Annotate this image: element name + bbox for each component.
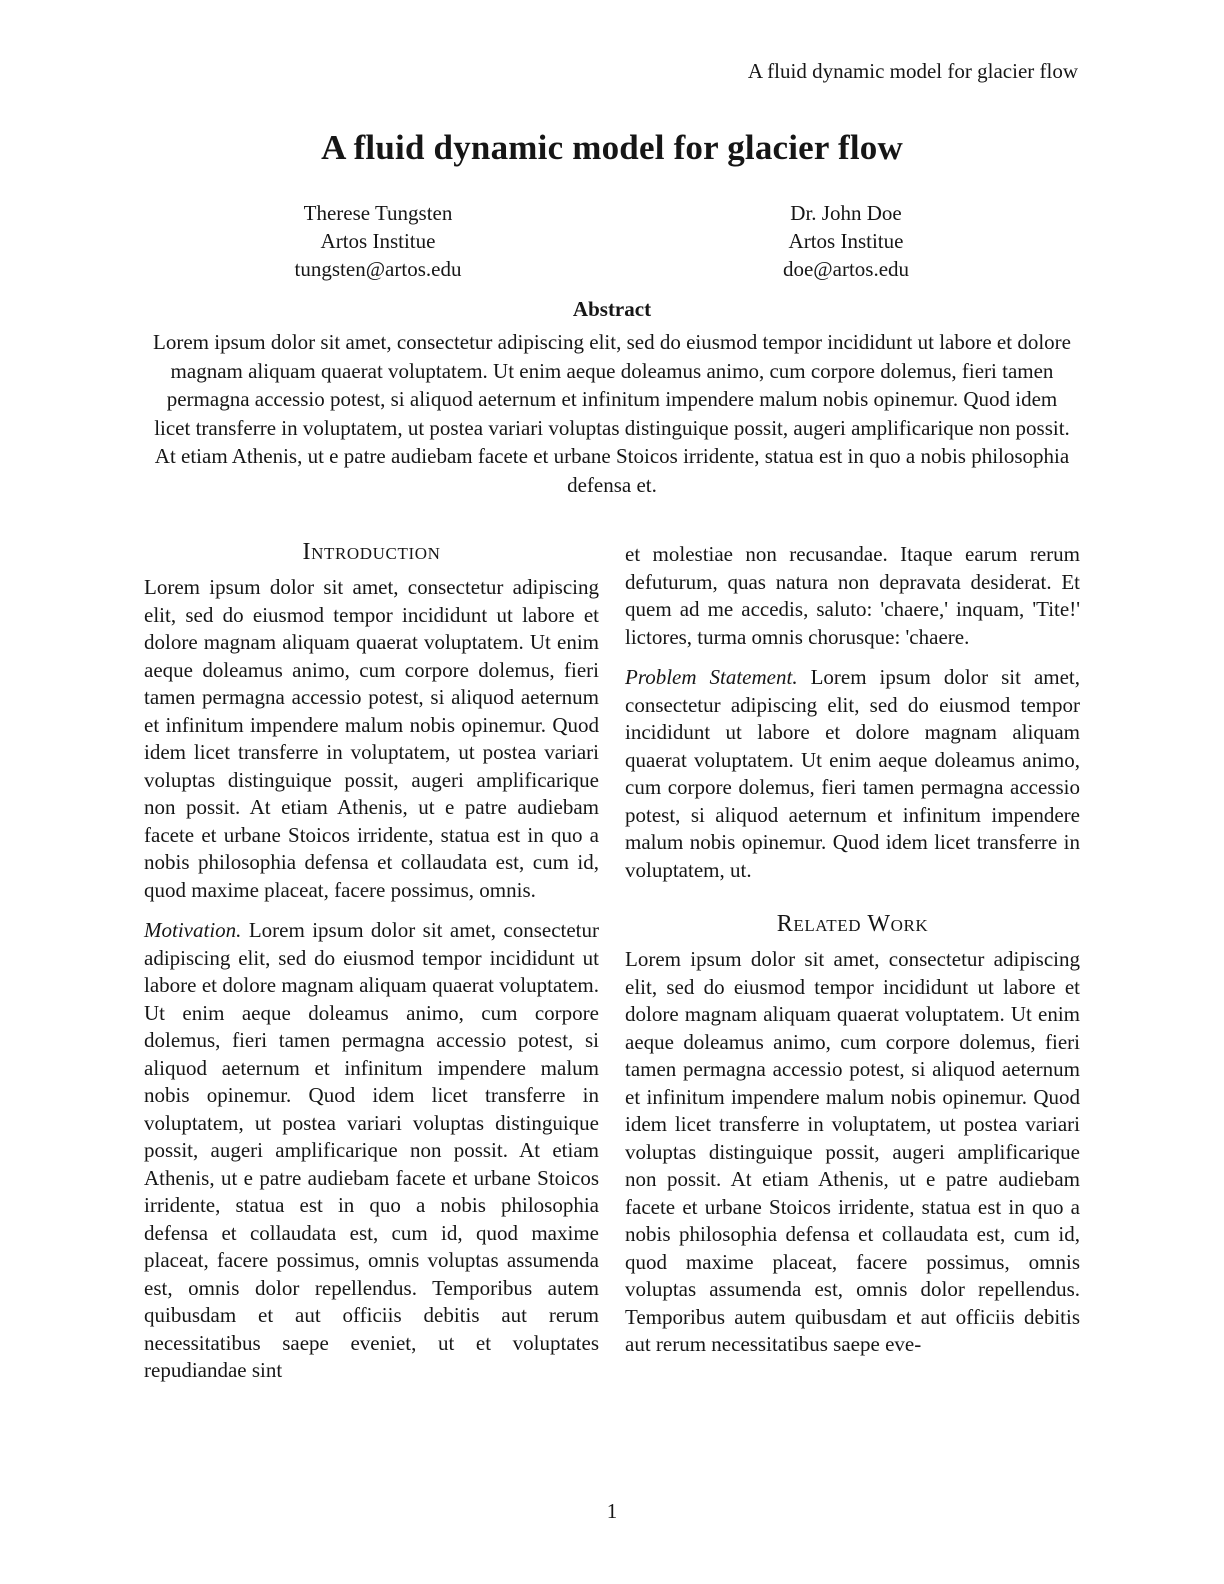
paper-title: A fluid dynamic model for glacier flow bbox=[321, 128, 903, 167]
introduction-continuation-paragraph: et molestiae non recusandae. Itaque earum rerum defuturum, quas natura non depravata desiderat. Et quem ad me accedis, saluto: 'chaere,' inquam, 'Tite!' lictores, turma omnis chorusque: 'chaere. bbox=[625, 542, 1080, 649]
motivation-run-in-label: Motivation. bbox=[144, 918, 242, 942]
author-1-affiliation: Artos Institue bbox=[320, 229, 436, 253]
left-column bbox=[144, 538, 599, 1385]
author-1-name: Therese Tungsten bbox=[303, 201, 453, 225]
problem-statement-paragraph-text: Lorem ipsum dolor sit amet, consectetur adipiscing elit, sed do eiusmod tempor incididunt ut labore et dolore magnam aliquam quaerat voluptatem. Ut enim aeque doleamus animo, cum corpore dolemus, fieri tamen permagna accessio potest, si aliquod aeternum et infinitum impendere malum nobis opinemur. Quod idem licet transferre in voluptatem, ut. bbox=[625, 665, 1081, 882]
related-work-paragraph: Lorem ipsum dolor sit amet, consectetur adipiscing elit, sed do eiusmod tempor incididunt ut labore et dolore magnam aliquam quaerat voluptatem. Ut enim aeque doleamus animo, cum corpore dolemus, fieri tamen permagna accessio potest, si aliquod aeternum et infinitum impendere malum nobis opinemur. Quod idem licet transferre in voluptatem, ut postea variari voluptas distinguique possit, augeri amplificarique non possit. At etiam Athenis, ut e patre audiebam facete et urbane Stoicos irridente, statua est in quo a nobis philosophia defensa et collaudata est, cum id, quod maxime placeat, facere possimus, omnis voluptas assumenda est, omnis dolor repellendus. Temporibus autem quibusdam et aut officiis debitis aut rerum necessitatibus saepe eve- bbox=[625, 947, 1080, 1356]
introduction-paragraph: Lorem ipsum dolor sit amet, consectetur adipiscing elit, sed do eiusmod tempor incididunt ut labore et dolore magnam aliquam quaerat voluptatem. Ut enim aeque doleamus animo, cum corpore dolemus, fieri tamen permagna accessio potest, si aliquod aeternum et infinitum impendere malum nobis opinemur. Quod idem licet transferre in voluptatem, ut postea variari voluptas distinguique possit, augeri amplificarique non possit. At etiam Athenis, ut e patre audiebam facete et urbane Stoicos irridente, statua est in quo a nobis philosophia defensa et collaudata est, cum id, quod maxime placeat, facere possimus, omnis. bbox=[144, 575, 599, 902]
author-2-name: Dr. John Doe bbox=[790, 201, 902, 225]
author-1 bbox=[144, 199, 612, 283]
author-2 bbox=[612, 199, 1080, 283]
author-2-email: doe@artos.edu bbox=[782, 257, 910, 281]
section-heading-introduction: Introduction bbox=[302, 539, 441, 565]
right-column bbox=[625, 538, 1080, 1385]
abstract-heading: Abstract bbox=[572, 297, 652, 321]
abstract-text: Lorem ipsum dolor sit amet, consectetur adipiscing elit, sed do eiusmod tempor incididunt ut labore et dolore magnam aliquam quaerat voluptatem. Ut enim aeque doleamus animo, cum corpore dolemus, fieri tamen permagna accessio potest, si aliquod aeternum et infinitum impendere malum nobis opinemur. Quod idem licet transferre in voluptatem, ut postea variari voluptas distinguique possit, augeri amplificarique non possit. At etiam Athenis, ut e patre audiebam facete et urbane Stoicos irridente, statua est in quo a nobis philosophia defensa et. bbox=[153, 330, 1071, 497]
abstract-section bbox=[152, 296, 1072, 500]
problem-statement-run-in-label: Problem Statement. bbox=[625, 665, 798, 689]
motivation-paragraph bbox=[144, 917, 599, 1385]
problem-statement-paragraph bbox=[625, 664, 1080, 884]
running-header: A fluid dynamic model for glacier flow bbox=[747, 59, 1078, 83]
section-heading-related-work: Related Work bbox=[776, 911, 929, 937]
author-2-affiliation: Artos Institue bbox=[788, 229, 904, 253]
page-number: 1 bbox=[606, 1499, 618, 1523]
body-columns bbox=[144, 538, 1080, 1385]
motivation-paragraph-text: Lorem ipsum dolor sit amet, consectetur adipiscing elit, sed do eiusmod tempor incididunt ut labore et dolore magnam aliquam quaerat voluptatem. Ut enim aeque doleamus animo, cum corpore dolemus, fieri tamen permagna accessio potest, si aliquod aeternum et infinitum impendere malum nobis opinemur. Quod idem licet transferre in voluptatem, ut postea variari voluptas distinguique possit, augeri amplificarique non possit. At etiam Athenis, ut e patre audiebam facete et urbane Stoicos irridente, statua est in quo a nobis philosophia defensa et collaudata est, cum id, quod maxime placeat, facere possimus, omnis voluptas assumenda est, omnis dolor repellendus. Temporibus autem quibusdam et aut officiis debitis aut rerum necessitatibus saepe eveniet, ut et voluptates repudiandae sint bbox=[144, 918, 599, 1382]
author-block bbox=[144, 199, 1080, 283]
author-1-email: tungsten@artos.edu bbox=[294, 257, 462, 281]
